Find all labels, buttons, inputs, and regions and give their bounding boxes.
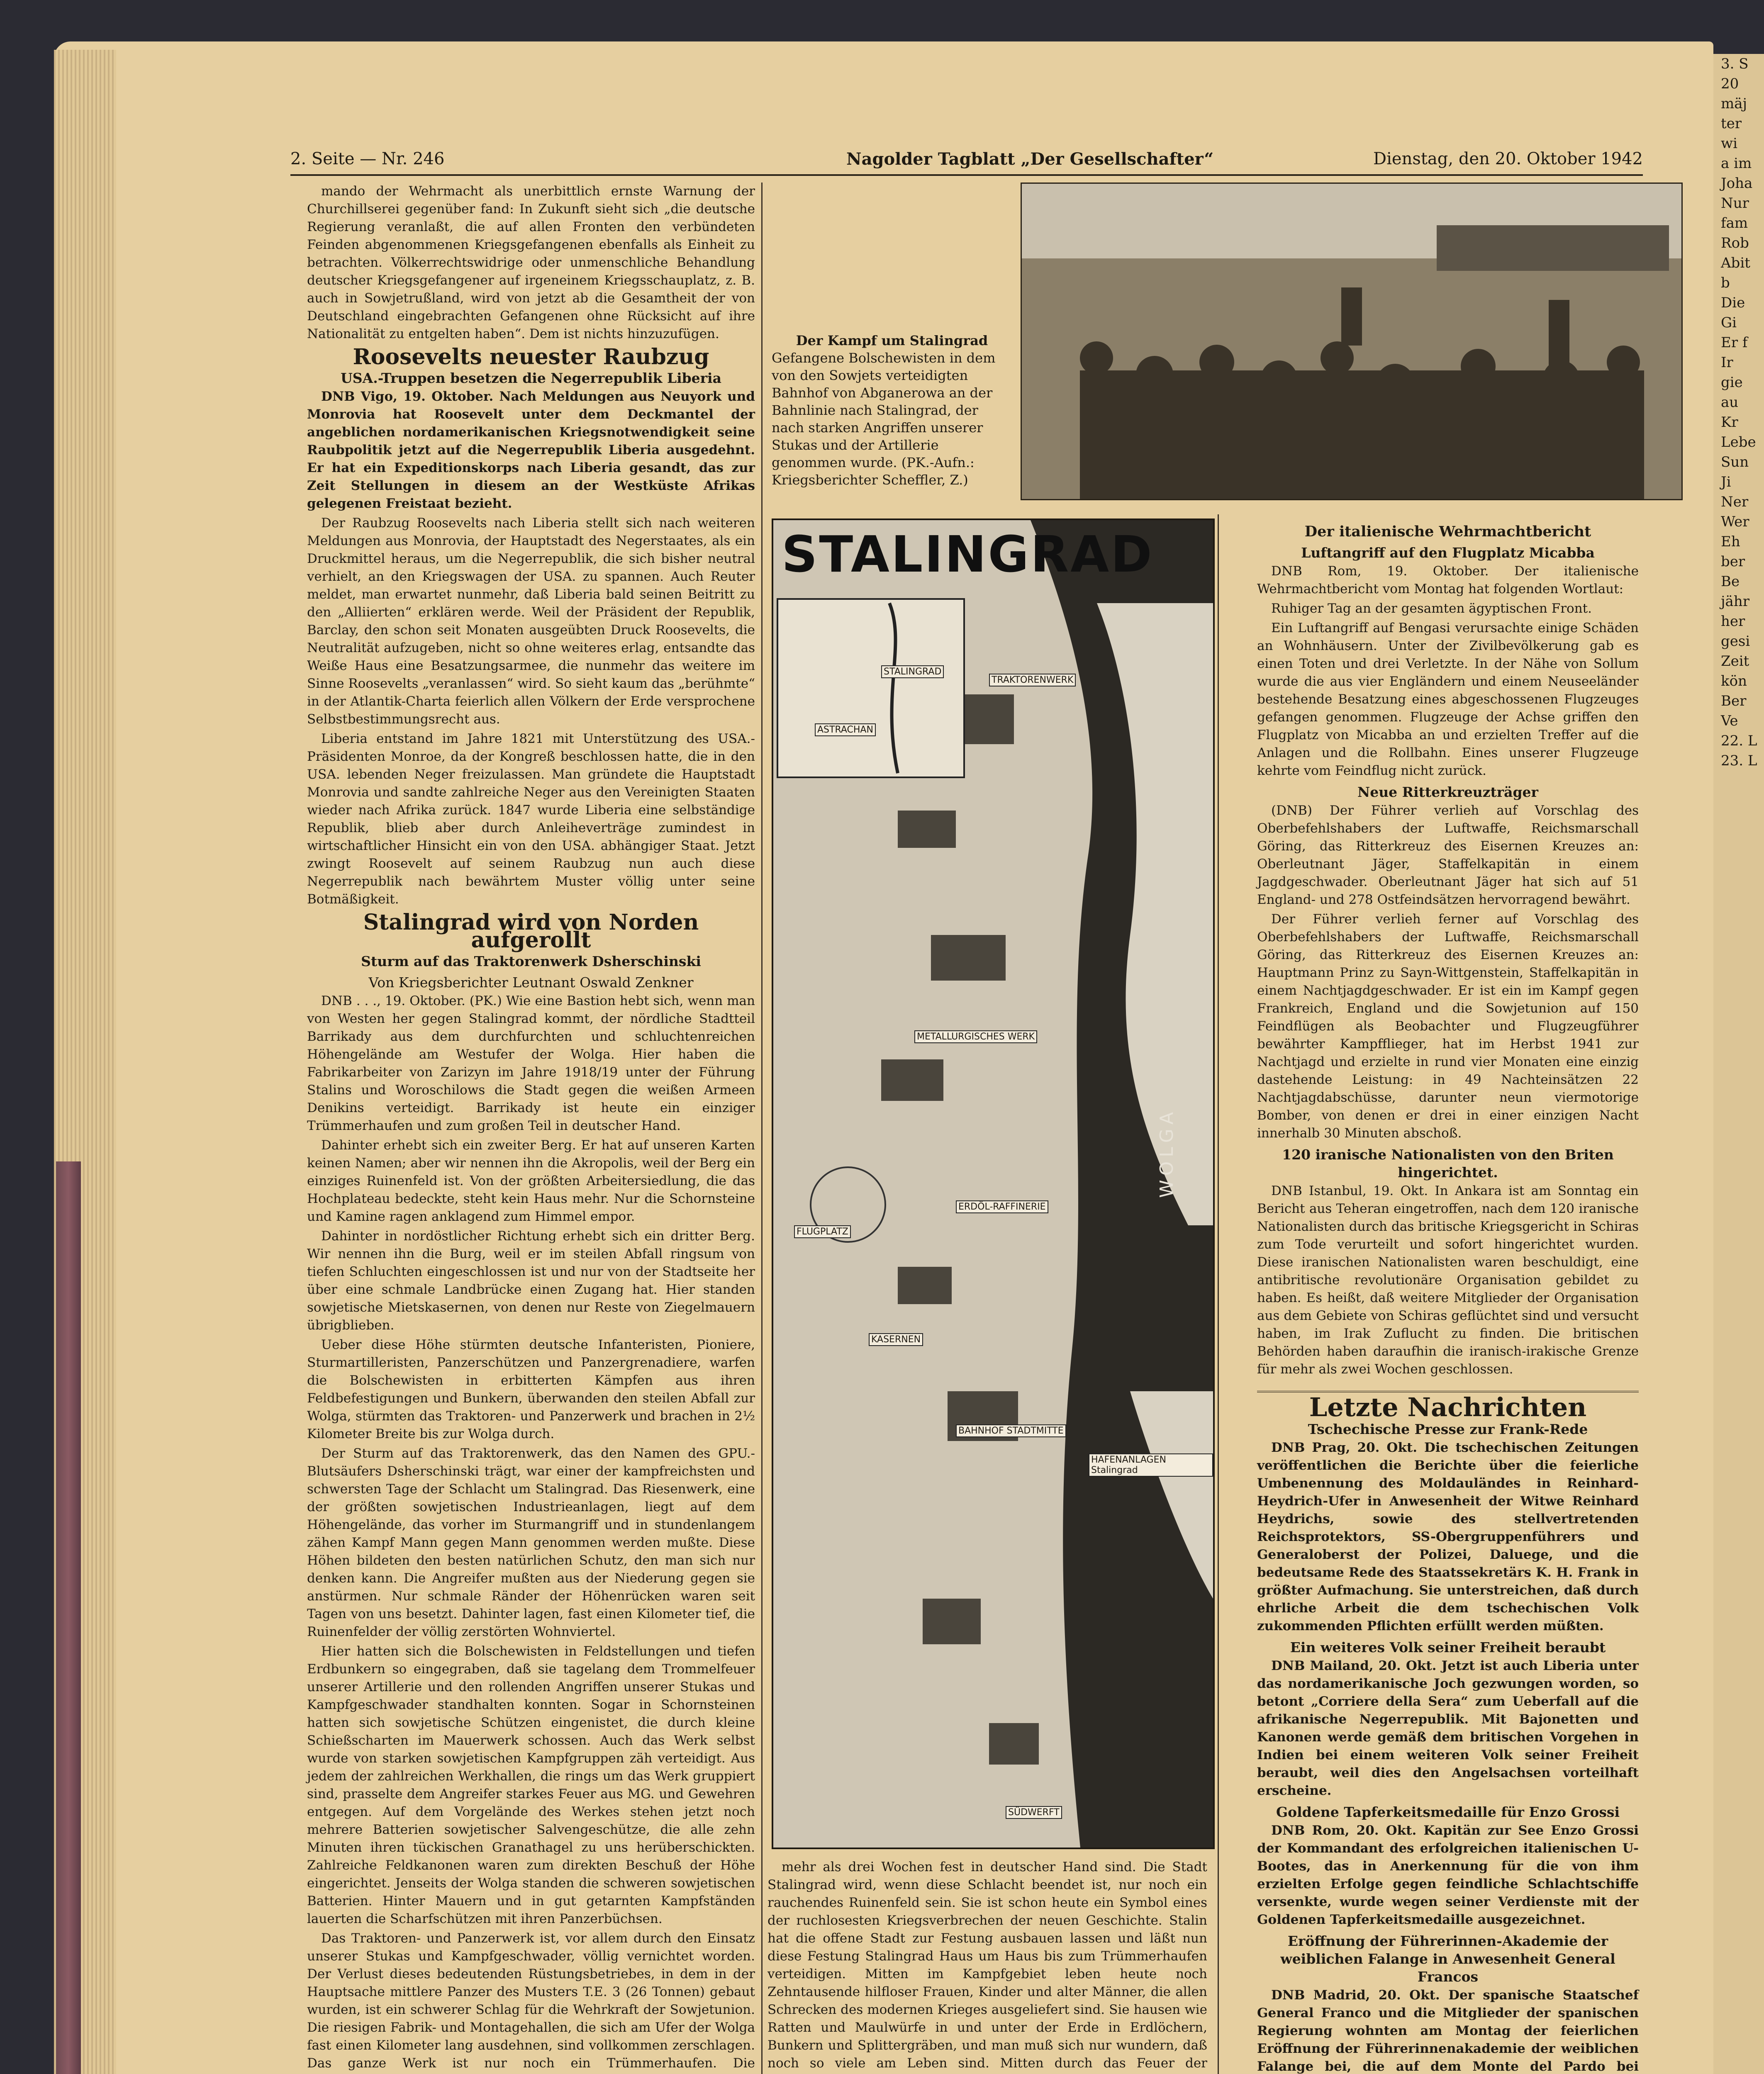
next-page-line: her: [1721, 613, 1745, 630]
headline-knights-cross: Neue Ritterkreuzträger: [1357, 784, 1538, 800]
map-label: ERDÖL-RAFFINERIE: [956, 1200, 1048, 1213]
next-page-line: au: [1721, 394, 1739, 411]
map-label: BAHNHOF STADTMITTE: [956, 1424, 1066, 1437]
headline-roosevelt: Roosevelts neuester Raubzug: [353, 344, 709, 370]
next-page-line: mäj: [1721, 95, 1747, 112]
map-river-label: WOLGA: [1156, 1108, 1177, 1198]
header-page-number: 2. Seite — Nr. 246: [290, 149, 445, 168]
next-page-line: Ve: [1721, 713, 1738, 729]
next-page-line: b: [1721, 275, 1730, 291]
next-page-line: gie: [1721, 374, 1743, 391]
column-left: [307, 183, 755, 2074]
next-page-line: Eh: [1721, 533, 1740, 550]
headline-iranian-nationalists: 120 iranische Nationalisten von den Briten hingerichtet.: [1282, 1147, 1614, 1181]
next-page-line: jähr: [1721, 593, 1749, 610]
next-page-line: fam: [1721, 215, 1748, 231]
next-page-line: Ji: [1721, 474, 1731, 490]
headline-frank-speech: Tschechische Presse zur Frank-Rede: [1308, 1421, 1588, 1437]
column-rule: [1218, 514, 1219, 2074]
next-page-line: Lebe: [1721, 434, 1756, 450]
next-page-line: 20: [1721, 75, 1739, 92]
paragraph: Dahinter in nordöstlicher Richtung erhebt sich ein dritter Berg. Wir nennen ihn die Burg, weil er im steilen Abfall ringsum von tiefen Schluchten eingeschlossen ist und nur von der Stadtseite her über eine schmale Landbrücke einen Zugang hat. Hier standen sowjetische Mietskasernen, von denen nur Reste von Ziegelmauern übrigblieben.: [307, 1229, 755, 1333]
caption-title: Der Kampf um Stalingrad: [796, 333, 988, 348]
header-masthead: Nagolder Tagblatt „Der Gesellschafter“: [846, 149, 1214, 169]
byline: Von Kriegsberichter Leutnant Oswald Zenkner: [368, 974, 694, 991]
paragraph: Der Raubzug Roosevelts nach Liberia stellt sich nach weiteren Meldungen aus Monrovia, der Hauptstadt des Negerstaates, als ein Druckmittel heraus, um die Negerrepublik, die sich bisher neutral verhielt, an den Kriegswagen der USA. zu spannen. Auch Reuter meldet, man erwartet nunmehr, daß Liberia bald seinen Beitritt zu den „Alliierten“ erklären werde. Weil der Präsident der Republik, Barclay, den schon seit Monaten ausgeübten Druck Roosevelts, die Neutralität aufzugeben, nicht so ohne weiteres erlag, entsandte das Weiße Haus eine Besatzungsarmee, die nunmehr das weitere im Sinne Roosevelts „veranlassen“ wird. So sieht kaum das „berühmte“ in der Atlantik-Charta feierlich allen Völkern der Erde versprochene Selbstbestimmungsrecht aus.: [307, 516, 755, 727]
map-label: ASTRACHAN: [815, 723, 876, 736]
paragraph: Der Sturm auf das Traktorenwerk, das den Namen des GPU.-Blutsäufers Dsherschinski trägt, war einer der kampfreichsten und schwersten Tage der Schlacht um Stalingrad. Das Riesenwerk, eine der größten sowjetischen Industrieanlagen, liegt auf dem Höhengelände, das vorher im Sturmangriff und in stundenlangem zähen Kampf Mann gegen Mann genommen werden mußte. Diese Höhen bildeten den besten natürlichen Schutz, den man sich nur denken kann. Die Angreifer mußten aus der Niederung gegen sie anstürmen. Nur schmale Ränder der Höhenrücken waren seit Tagen von uns besetzt. Dahinter lagen, fast einen Kilometer tief, die Ruinenfelder der völlig zerstörten Wohnviertel.: [307, 1446, 755, 1639]
paragraph: DNB Vigo, 19. Oktober. Nach Meldungen aus Neuyork und Monrovia hat Roosevelt unter dem Deckmantel der angeblichen nordamerikanischen Kriegsnotwendigkeit seine Raubpolitik jetzt auf die Negerrepublik Liberia ausgedehnt. Er hat ein Expeditionskorps nach Liberia gesandt, das zur Zeit Stellungen in diesem an der Westküste Afrikas gelegenen Freistaat bezieht.: [307, 389, 755, 511]
map-label: KASERNEN: [869, 1333, 923, 1346]
paragraph: Ueber diese Höhe stürmten deutsche Infanteristen, Pioniere, Sturmartilleristen, Panzerschützen und Panzergrenadiere, warfen die Bolschewisten in erbitterten Kämpfen aus ihren Feldbefestigungen und Bunkern, überwanden den steilen Abfall zur Wolga, stürmten das Traktoren- und Panzerwerk und brachen in 2½ Kilometer Breite bis zur Wolga durch.: [307, 1337, 755, 1441]
paragraph: Dahinter erhebt sich ein zweiter Berg. Er hat auf unseren Karten keinen Namen; aber wir nennen ihn die Akropolis, weil der Berg ein einziges Ruinenfeld ist. Von der größten Arbeitersiedlung, die das Hochplateau bedeckte, steht kein Haus mehr. Nur die Schornsteine und Kamine ragen anklagend zum Himmel empor.: [307, 1138, 755, 1224]
headline-liberia-freedom: Ein weiteres Volk seiner Freiheit beraubt: [1290, 1639, 1606, 1655]
subheadline-tractor-works: Sturm auf das Traktorenwerk Dsherschinski: [361, 953, 701, 969]
paragraph: Ruhiger Tag an der gesamten ägyptischen Front.: [1271, 601, 1592, 616]
paragraph: Liberia entstand im Jahre 1821 mit Unterstützung des USA.-Präsidenten Monroe, da der Kongreß beschlossen hatte, die in den USA. lebenden Neger freizulassen. Man gründete die Hauptstadt Monrovia und sandte zahlreiche Neger aus den Vereinigten Staaten wieder nach Afrika zurück. 1847 wurde Liberia eine selbständige Republik, blieb aber durch Anleiheverträge zumindest in wirtschaftlicher Hinsicht ein von den USA. abhängiger Staat. Jetzt zwingt Roosevelt auf seinem Raubzug nun auch diese Negerrepublik nach bewährtem Muster völlig unter seine Botmäßigkeit.: [307, 731, 755, 907]
map-label: SÜDWERFT: [1006, 1806, 1062, 1819]
header-date: Dienstag, den 20. Oktober 1942: [1373, 149, 1643, 168]
map-graphic: [773, 520, 1213, 1848]
page-header: [290, 149, 1643, 176]
next-page-line: Joha: [1721, 175, 1753, 192]
next-page-line: Abit: [1721, 255, 1750, 271]
column-middle-lower: [767, 1858, 1207, 2074]
next-page-line: ber: [1721, 553, 1745, 570]
paragraph: DNB Prag, 20. Okt. Die tschechischen Zeitungen veröffentlichen die Berichte über die feierliche Umbenennung des Moldauländes in Reinhard-Heydrich-Ufer in Anwesenheit der Witwe Reinhard Heydrichs, sowie des stellvertretenden Reichsprotektors, SS-Obergruppenführers und Generaloberst der Polizei, Daluege, und die bedeutsame Rede des Staatssekretärs K. H. Frank in größter Aufmachung. Sie unterstreichen, daß durch ehrliche Arbeit die dem tschechischen Volk zukommenden Pflichten erfüllt werden müßten.: [1257, 1440, 1639, 1633]
next-page-line: kön: [1721, 673, 1747, 689]
paragraph: DNB . . ., 19. Oktober. (PK.) Wie eine Bastion hebt sich, wenn man von Westen her gegen Stalingrad kommt, der nördliche Stadtteil Barrikady aus dem durchfurchten und schluchtenreichen Höhengelände am Westufer der Wolga. Hier haben die Fabrikarbeiter von Zarizyn im Jahre 1918/19 unter der Führung Stalins und Woroschilows die Stadt gegen die weißen Armeen Denikins verteidigt. Barrikady ist heute ein einziger Trümmerhaufen und zum großen Teil in deutscher Hand.: [307, 993, 755, 1133]
photo-caption: [772, 332, 1012, 489]
paragraph: Ein Luftangriff auf Bengasi verursachte einige Schäden an Wohnhäusern. Unter der Zivilbevölkerung gab es einen Toten und drei Verletzte. In der Nähe von Sollum wurde die aus vier Engländern und einem Neuseeländer bestehende Besatzung eines abgeschossenen Flugzeuges gefangen genommen. Flugzeuge der Achse griffen den Flugplatz von Micabba an und erzielten Treffer auf die Anlagen und die Rollbahn. Eines unserer Flugzeuge kehrte vom Feindflug nicht zurück.: [1257, 621, 1639, 778]
next-page-line: wi: [1721, 135, 1737, 152]
subheadline-liberia: USA.-Truppen besetzen die Negerrepublik Liberia: [341, 370, 721, 386]
caption-text: Gefangene Bolschewisten in dem von den Sowjets verteidigten Bahnhof von Abganerowa an der Bahnlinie nach Stalingrad, der nach starken Angriffen unserer Stukas und der Artillerie genommen wurde. (PK.-Aufn.: Kriegsberichter Scheffler, Z.): [772, 350, 996, 488]
column-rule: [761, 183, 763, 2074]
next-page-fragment: [1713, 54, 1764, 2074]
next-page-line: Wer: [1721, 514, 1749, 530]
next-page-line: 22. L: [1721, 733, 1757, 749]
next-page-line: Sun: [1721, 454, 1749, 470]
next-page-line: Ir: [1721, 354, 1733, 371]
paragraph: DNB Rom, 19. Oktober. Der italienische Wehrmachtbericht vom Montag hat folgenden Wortlaut:: [1257, 564, 1639, 596]
news-photo: [1021, 183, 1683, 500]
next-page-line: Zeit: [1721, 653, 1749, 669]
next-page-line: Ber: [1721, 693, 1747, 709]
map-label: STALINGRAD: [881, 665, 944, 678]
next-page-line: Gi: [1721, 314, 1737, 331]
next-page-line: Rob: [1721, 235, 1749, 251]
paragraph: DNB Madrid, 20. Okt. Der spanische Staatschef General Franco und die Mitglieder der spanischen Regierung wohnten am Montag der feierlichen Eröffnung der Führerinnenakademie der weiblichen Falange bei, die auf dem Monte del Pardo bei: [1257, 1988, 1639, 2074]
next-page-line: Be: [1721, 573, 1740, 590]
stalingrad-map: [772, 518, 1215, 1849]
next-page-line: Kr: [1721, 414, 1738, 431]
binding-cloth: [56, 1161, 81, 2074]
headline-grossi-medal: Goldene Tapferkeitsmedaille für Enzo Grossi: [1276, 1804, 1620, 1820]
next-page-line: 3. S: [1721, 56, 1749, 72]
next-page-line: Die: [1721, 295, 1745, 311]
next-page-line: Nur: [1721, 195, 1749, 212]
next-page-line: a im: [1721, 155, 1752, 172]
paragraph: (DNB) Der Führer verlieh auf Vorschlag des Oberbefehlshabers der Luftwaffe, Reichsmarschall Göring, das Ritterkreuz des Eisernen Kreuzes an: Oberleutnant Jäger, Staffelkapitän in einem Jagdgeschwader. Oberleutnant Jäger hat sich auf 51 England- und 278 Ostfeindsätzen hervorragend bewährt.: [1257, 803, 1639, 907]
headline-italian-report: Der italienische Wehrmachtbericht: [1304, 523, 1591, 540]
map-label: FLUGPLATZ: [794, 1225, 851, 1238]
paragraph: Hier hatten sich die Bolschewisten in Feldstellungen und tiefen Erdbunkern so eingegraben, daß sie tagelang dem Trommelfeuer unserer Artillerie und den rollenden Angriffen unserer Stukas und Kampfgeschwader standhalten konnten. Sogar in Schornsteinen hatten sich sowjetische Schützen eingenistet, die durch kleine Schießscharten im Mauerwerk schossen. Auch das Werk selbst wurde von starken sowjetischen Kampfgruppen zäh verteidigt. Aus jedem der zahlreichen Werkhallen, die rings um das Werk gruppiert sind, prasselte dem Angreifer starkes Feuer aus MG. und Gewehren entgegen. Auf dem Vorgelände des Werkes stehen jetzt noch mehrere Batterien sowjetischer Salvengeschütze, die alle zehn Minuten ihren tückischen Granathagel zu uns herüberschickten. Zahlreiche Feldkanonen waren zum direkten Beschuß der Höhe eingerichtet. Jenseits der Wolga standen die schweren sowjetischen Batterien. Hinter Mauern und in gut getarnten Kampfständen lauerten die Scharfschützen mit ihren Panzerbüchsen.: [307, 1644, 755, 1926]
subheadline-micabba: Luftangriff auf den Flugplatz Micabba: [1301, 545, 1595, 561]
next-page-line: Er f: [1721, 334, 1748, 351]
paragraph: DNB Istanbul, 19. Okt. In Ankara ist am Sonntag ein Bericht aus Teheran eingetroffen, nach dem 120 iranische Nationalisten durch das britische Kriegsgericht in Schiras zum Tode verurteilt und sofort hingerichtet wurden. Diese iranischen Nationalisten waren beschuldigt, eine antibritische revolutionäre Organisation gebildet zu haben. Es heißt, daß weitere Mitglieder der Organisation aus dem Gebiete von Schiras geflüchtet sind und versucht haben, im Irak Zuflucht zu finden. Die britischen Behörden haben daraufhin die iranisch-irakische Grenze für mehr als zwei Wochen geschlossen.: [1257, 1183, 1639, 1377]
article-continuation: mando der Wehrmacht als unerbittlich ernste Warnung der Churchillserei gegenüber fand: In Zukunft sieht sich „die deutsche Regierung veranlaßt, die auf allen Fronten den verbündeten Feinden abgenommenen Kriegsgefangenen ebenfalls als Einheit zu betrachten. Völkerrechtswidrige oder unmenschliche Behandlung deutscher Kriegsgefangener auf irgeneinem Kriegsschauplatz, z. B. auch in Sowjetrußland, wird von jetzt ab die Gesamtheit der von Deutschland eingebrachten Gefangenen ohne Rücksicht auf ihre Nationalität zu entgelten haben“. Dem ist nichts hinzuzufügen.: [307, 184, 755, 341]
paragraph: Der Führer verlieh ferner auf Vorschlag des Oberbefehlshabers der Luftwaffe, Reichsmarschall Göring, das Ritterkreuz des Eisernen Kreuzes an: Hauptmann Prinz zu Sayn-Wittgenstein, Staffelkapitän in einem Nachtjagdgeschwader. Er ist ein im Kampf gegen Frankreich, England und die Sowjetunion auf 150 Feindflügen als Beobachter und Flugzeugführer bewährter Kampfflieger, hat im Herbst 1941 zur Nachtjagd und erzielte in rund vier Monaten eine einzig dastehende Leistung: in 49 Nachteinsätzen 22 Nachtjagdabschüsse, darunter neun viermotorige Bomber, von denen er drei in einer einzigen Nacht innerhalb 30 Minuten abschoß.: [1257, 912, 1639, 1141]
section-latest-news: Letzte Nachrichten: [1257, 1391, 1639, 1416]
paragraph: mehr als drei Wochen fest in deutscher Hand sind. Die Stadt Stalingrad wird, wenn diese Schlacht beendet ist, nur noch ein rauchendes Ruinenfeld sein. Sie ist schon heute ein Symbol eines der ruchlosesten Kriegsverbrechen der neuen Geschichte. Stalin hat die offene Stadt zur Festung ausbauen lassen und läßt nun diese Festung Stalingrad Haus um Haus bis zum Trümmerhaufen verteidigen. Mitten im Kampfgebiet leben heute noch Zehntausende hilfloser Frauen, Kinder und alter Männer, die allen Schrecken des modernen Krieges ausgeliefert sind. Sie hausen wie Ratten und Maulwürfe in und unter der Erde in Erdlöchern, Bunkern und Splittergräben, und man muß sich nur wundern, daß noch so viele am Leben sind. Mitten durch das Feuer der: [767, 1860, 1207, 2071]
next-page-line: gesi: [1721, 633, 1750, 650]
column-right: [1257, 518, 1639, 2074]
map-label: HAFENANLAGEN Stalingrad: [1089, 1453, 1213, 1477]
next-page-line: Ner: [1721, 494, 1749, 510]
paragraph: DNB Rom, 20. Okt. Kapitän zur See Enzo Grossi der Kommandant des erfolgreichen italienischen U-Bootes, das in Anerkennung für die von ihm erzielten Erfolge gegen feindliche Schlachtschiffe versenkte, wurde wegen seiner Verdienste mit der Goldenen Tapferkeitsmedaille ausgezeichnet.: [1257, 1823, 1639, 1927]
next-page-line: ter: [1721, 115, 1742, 132]
paragraph: DNB Mailand, 20. Okt. Jetzt ist auch Liberia unter das nordamerikanische Joch gezwungen worden, so betont „Corriere della Sera“ zum Ueberfall auf die afrikanische Negerrepublik. Mit Bajonetten und Kanonen werde gemäß dem britischen Vorgehen in Indien bei einem weiteren Volk seiner Freiheit beraubt, weil dies den Angelsachsen vorteilhaft erscheine.: [1257, 1658, 1639, 1798]
map-title: STALINGRAD: [782, 526, 1154, 584]
next-page-line: 23. L: [1721, 752, 1757, 769]
map-label: TRAKTORENWERK: [989, 674, 1076, 686]
map-label: METALLURGISCHES WERK: [914, 1030, 1037, 1043]
photo-prisoners-image: [1022, 184, 1681, 499]
headline-falange-academy: Eröffnung der Führerinnen-Akademie der weiblichen Falange in Anwesenheit General Francos: [1280, 1933, 1615, 1985]
headline-stalingrad: Stalingrad wird von Norden aufgerollt: [363, 910, 699, 953]
paragraph: Das Traktoren- und Panzerwerk ist, vor allem durch den Einsatz unserer Stukas und Kampfgeschwader, völlig vernichtet worden. Der Verlust dieses bedeutenden Rüstungsbetriebes, in dem in der Hauptsache mittlere Panzer des Musters T.E. 3 (26 Tonnen) gebaut wurden, ist ein schwerer Schlag für die Wehrkraft der Sowjetunion. Die riesigen Fabrik- und Montagehallen, die sich am Ufer der Wolga fast einen Kilometer lang ausdehnen, sind vollkommen zerschlagen. Das ganze Werk ist nur noch ein Trümmerhaufen. Die: [307, 1931, 755, 2071]
